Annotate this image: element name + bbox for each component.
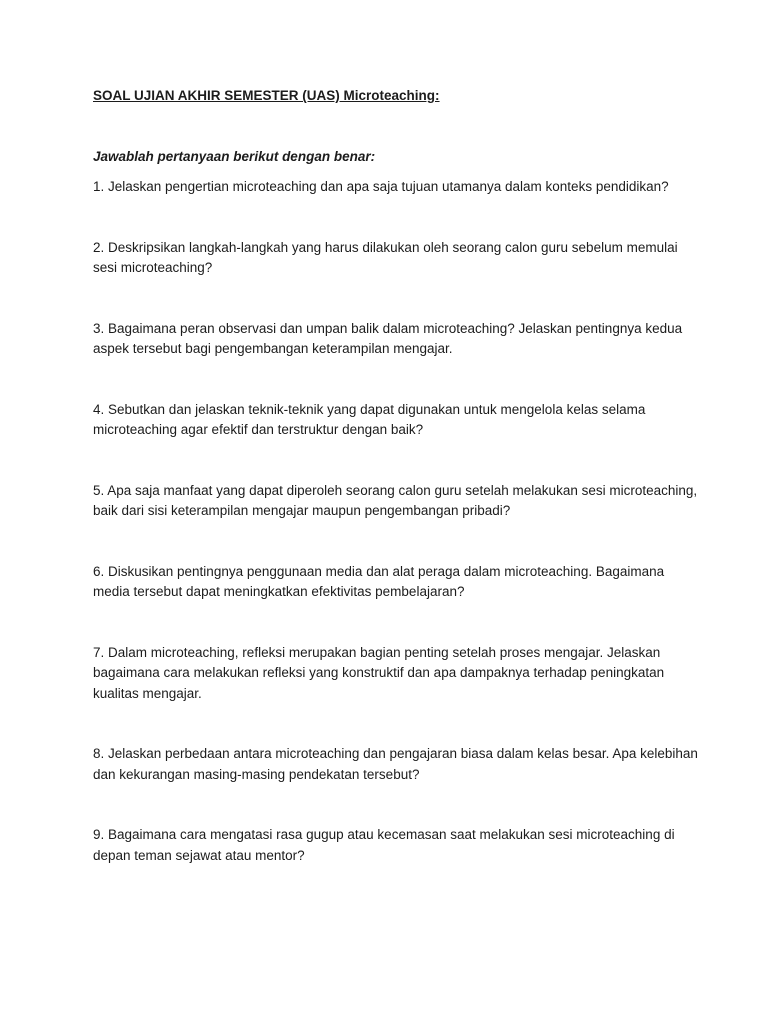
question-item-1: 1. Jelaskan pengertian microteaching dan apa saja tujuan utamanya dalam konteks pendidikan?	[93, 179, 669, 194]
document-page	[93, 86, 703, 906]
question-item-8: 8. Jelaskan perbedaan antara microteaching dan pengajaran biasa dalam kelas besar. Apa kelebihan dan kekurangan masing-masing pendekatan tersebut?	[93, 746, 698, 782]
question-item-4: 4. Sebutkan dan jelaskan teknik-teknik yang dapat digunakan untuk mengelola kelas selama microteaching agar efektif dan terstruktur dengan baik?	[93, 401, 646, 437]
question-item-3: 3. Bagaimana peran observasi dan umpan balik dalam microteaching? Jelaskan pentingnya kedua aspek tersebut bagi pengembangan keterampilan mengajar.	[93, 320, 683, 356]
document-title: SOAL UJIAN AKHIR SEMESTER (UAS) Microteaching:	[93, 88, 440, 103]
question-list	[93, 177, 703, 866]
question-item-7: 7. Dalam microteaching, refleksi merupakan bagian penting setelah proses mengajar. Jelaskan bagaimana cara melakukan refleksi yang konstruktif dan apa dampaknya terhadap peningkatan kualitas mengajar.	[93, 644, 665, 701]
question-item-9: 9. Bagaimana cara mengatasi rasa gugup atau kecemasan saat melakukan sesi microteaching di depan teman sejawat atau mentor?	[93, 827, 675, 863]
question-item-5: 5. Apa saja manfaat yang dapat diperoleh seorang calon guru setelah melakukan sesi microteaching, baik dari sisi keterampilan mengajar maupun pengembangan pribadi?	[93, 482, 698, 518]
instruction-text: Jawablah pertanyaan berikut dengan benar:	[93, 149, 376, 164]
question-item-6: 6. Diskusikan pentingnya penggunaan media dan alat peraga dalam microteaching. Bagaimana media tersebut dapat meningkatkan efektivitas pembelajaran?	[93, 563, 665, 599]
question-item-2: 2. Deskripsikan langkah-langkah yang harus dilakukan oleh seorang calon guru sebelum memulai sesi microteaching?	[93, 239, 678, 275]
